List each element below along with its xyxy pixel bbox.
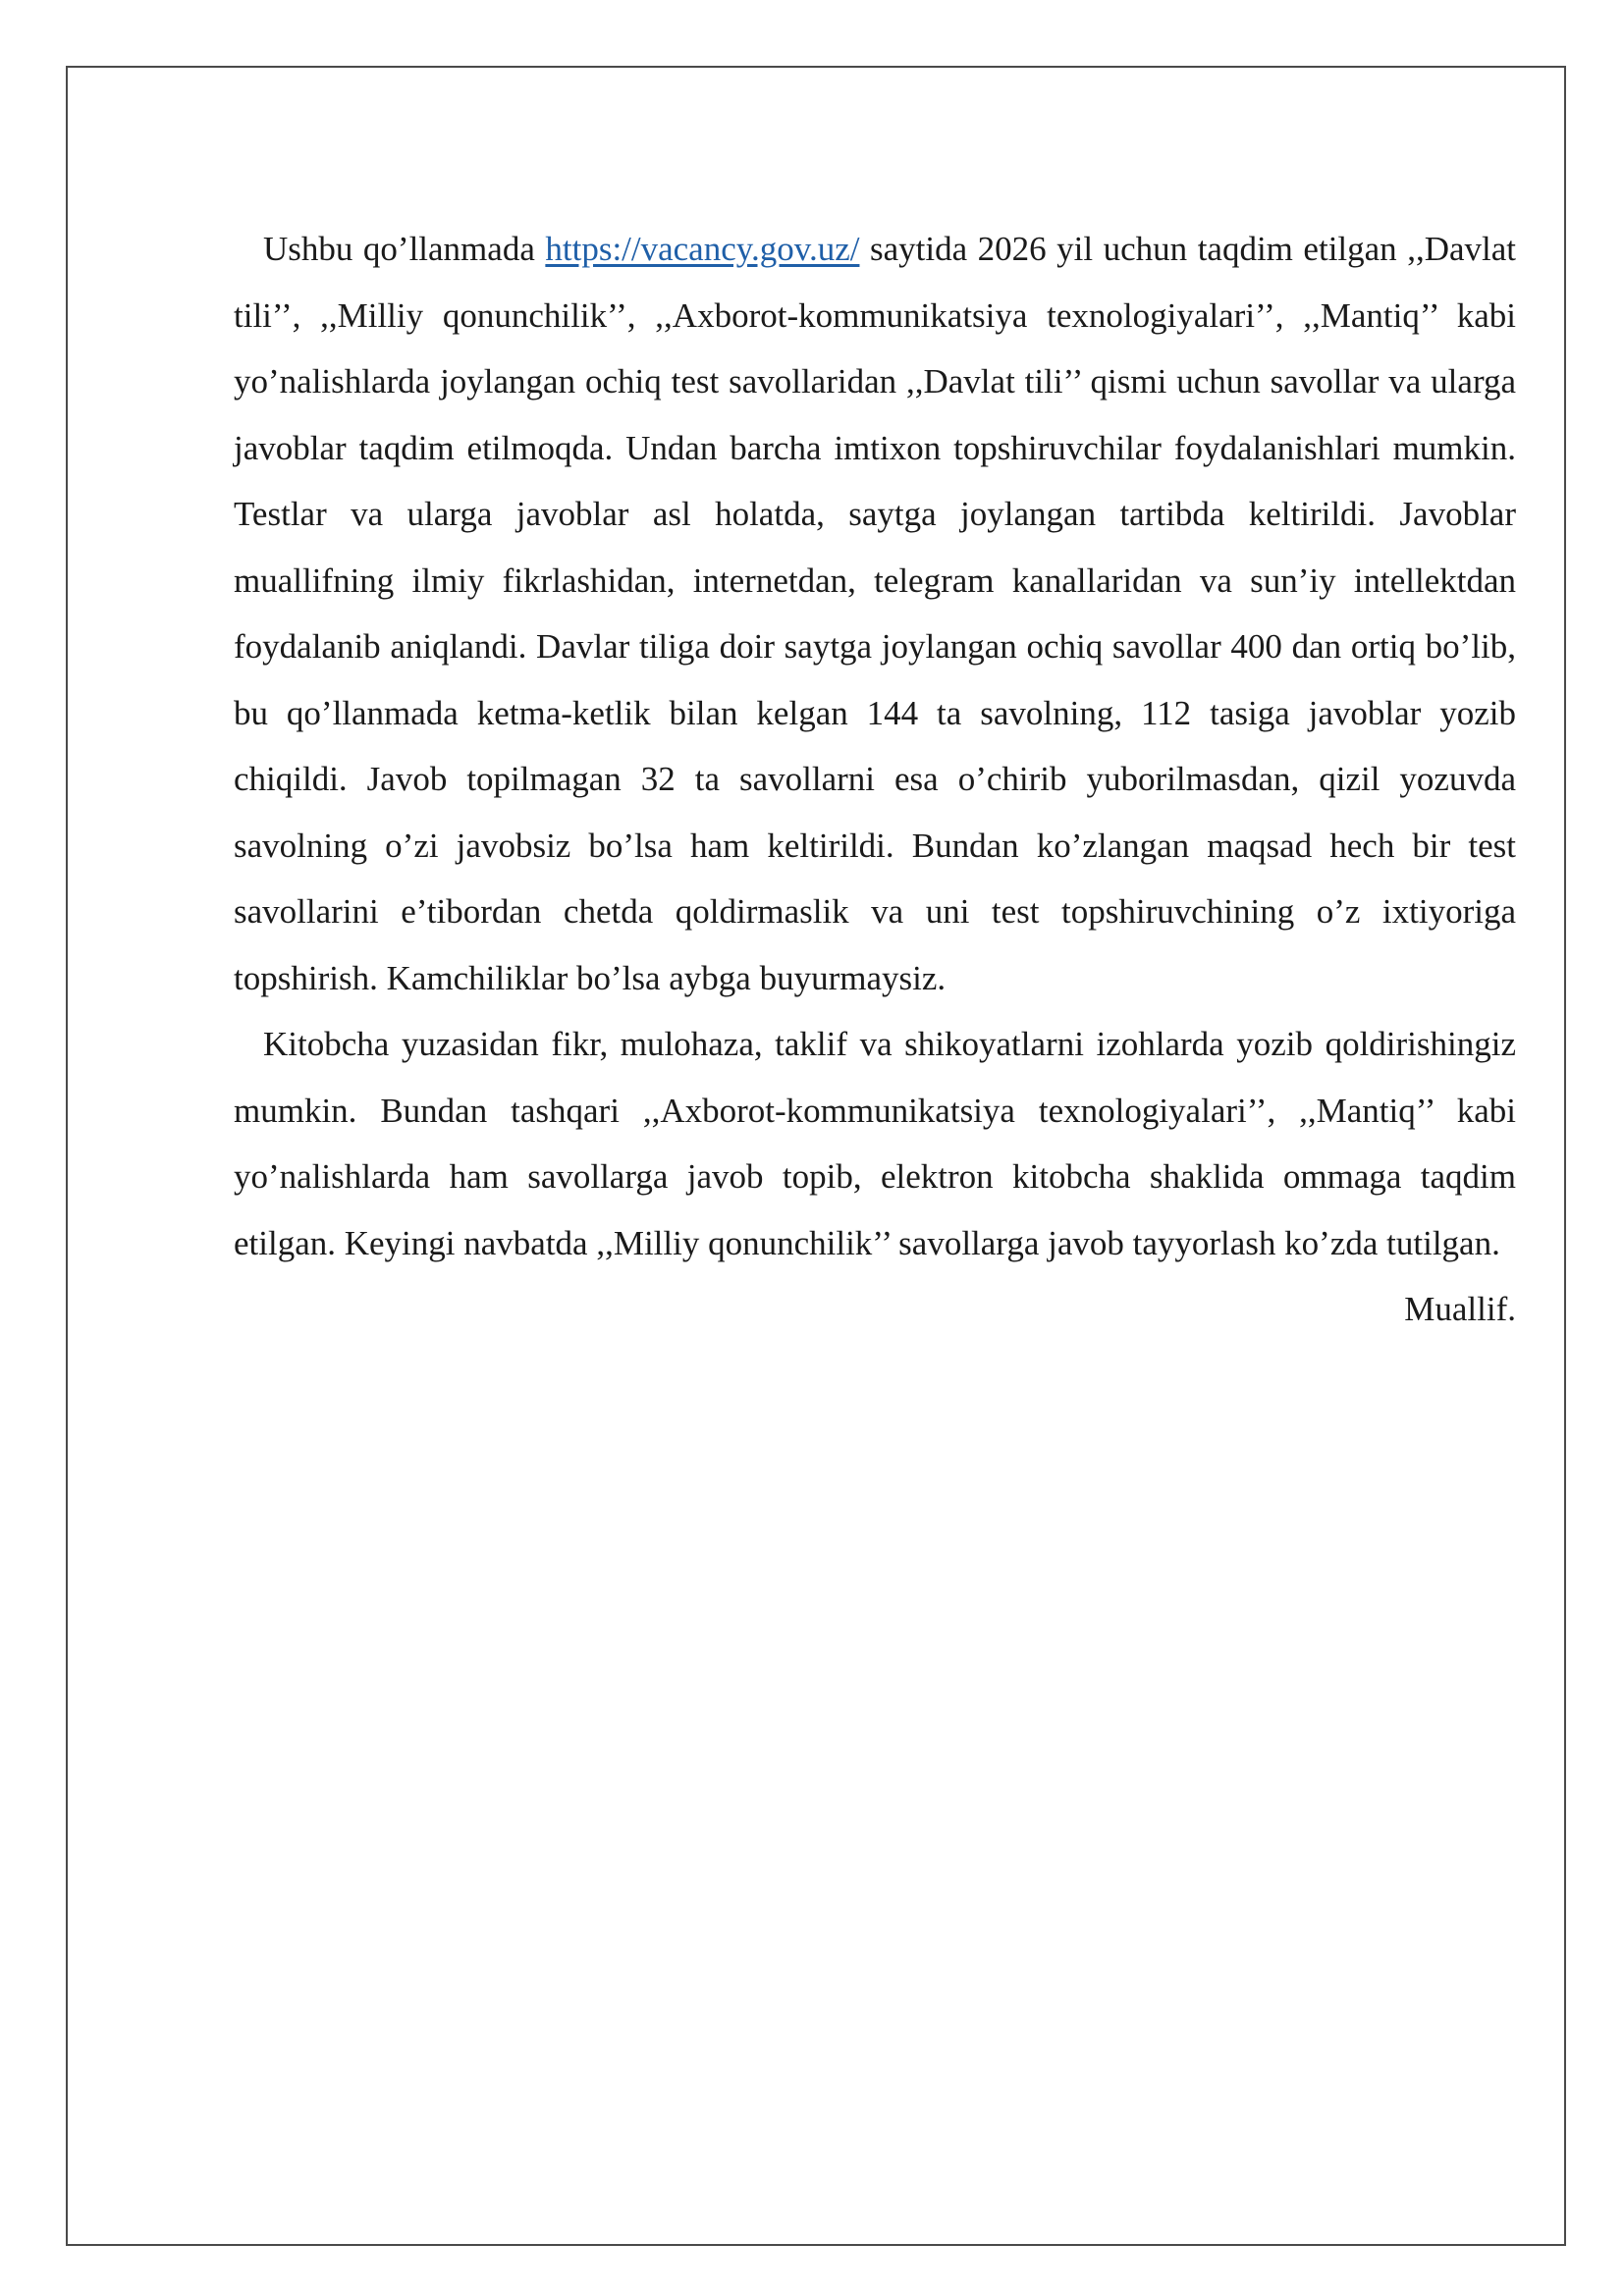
intro-paragraph	[234, 216, 1516, 1011]
intro-text-rest: saytida 2026 yil uchun taqdim etilgan ,,Davlat tili’’, ,,Milliy qonunchilik’’, ,,Axborot-kommunikatsiya texnologiyalari’’, ,,Mantiq’’ kabi yo’nalishlarda joylangan ochiq test savollaridan ,,Davlat tili’’ qismi uchun savollar va ularga javoblar taqdim etilmoqda. Undan barcha imtixon topshiruvchilar foydalanishlari mumkin. Testlar va ularga javoblar asl holatda, saytga joylangan tartibda keltirildi. Javoblar muallifning ilmiy fikrlashidan, internetdan, telegram kanallaridan va sun’iy intellektdan foydalanib aniqlandi. Davlar tiliga doir saytga joylangan ochiq savollar 400 dan ortiq bo’lib, bu qo’llanmada ketma-ketlik bilan kelgan 144 ta savolning, 112 tasiga javoblar yozib chiqildi. Javob topilmagan 32 ta savollarni esa o’chirib yuborilmasdan, qizil yozuvda savolning o’zi javobsiz bo’lsa ham keltirildi. Bundan ko’zlangan maqsad hech bir test savollarini e’tibordan chetda qoldirmaslik va uni test topshiruvchining o’z ixtiyoriga topshirish. Kamchiliklar bo’lsa aybga buyurmaysiz.	[234, 230, 1516, 997]
author-signature: Muallif.	[1404, 1290, 1516, 1328]
document-body	[234, 216, 1516, 1343]
intro-text-start: Ushbu qo’llanmada	[263, 230, 546, 268]
vacancy-link[interactable]: https://vacancy.gov.uz/	[545, 230, 860, 268]
feedback-paragraph: Kitobcha yuzasidan fikr, mulohaza, taklif va shikoyatlarni izohlarda yozib qoldirishingiz mumkin. Bundan tashqari ,,Axborot-kommunikatsiya texnologiyalari’’, ,,Mantiq’’ kabi yo’nalishlarda ham savollarga javob topib, elektron kitobcha shaklida ommaga taqdim etilgan. Keyingi navbatda ,,Milliy qonunchilik’’ savollarga javob tayyorlash ko’zda tutilgan.	[234, 1025, 1516, 1262]
